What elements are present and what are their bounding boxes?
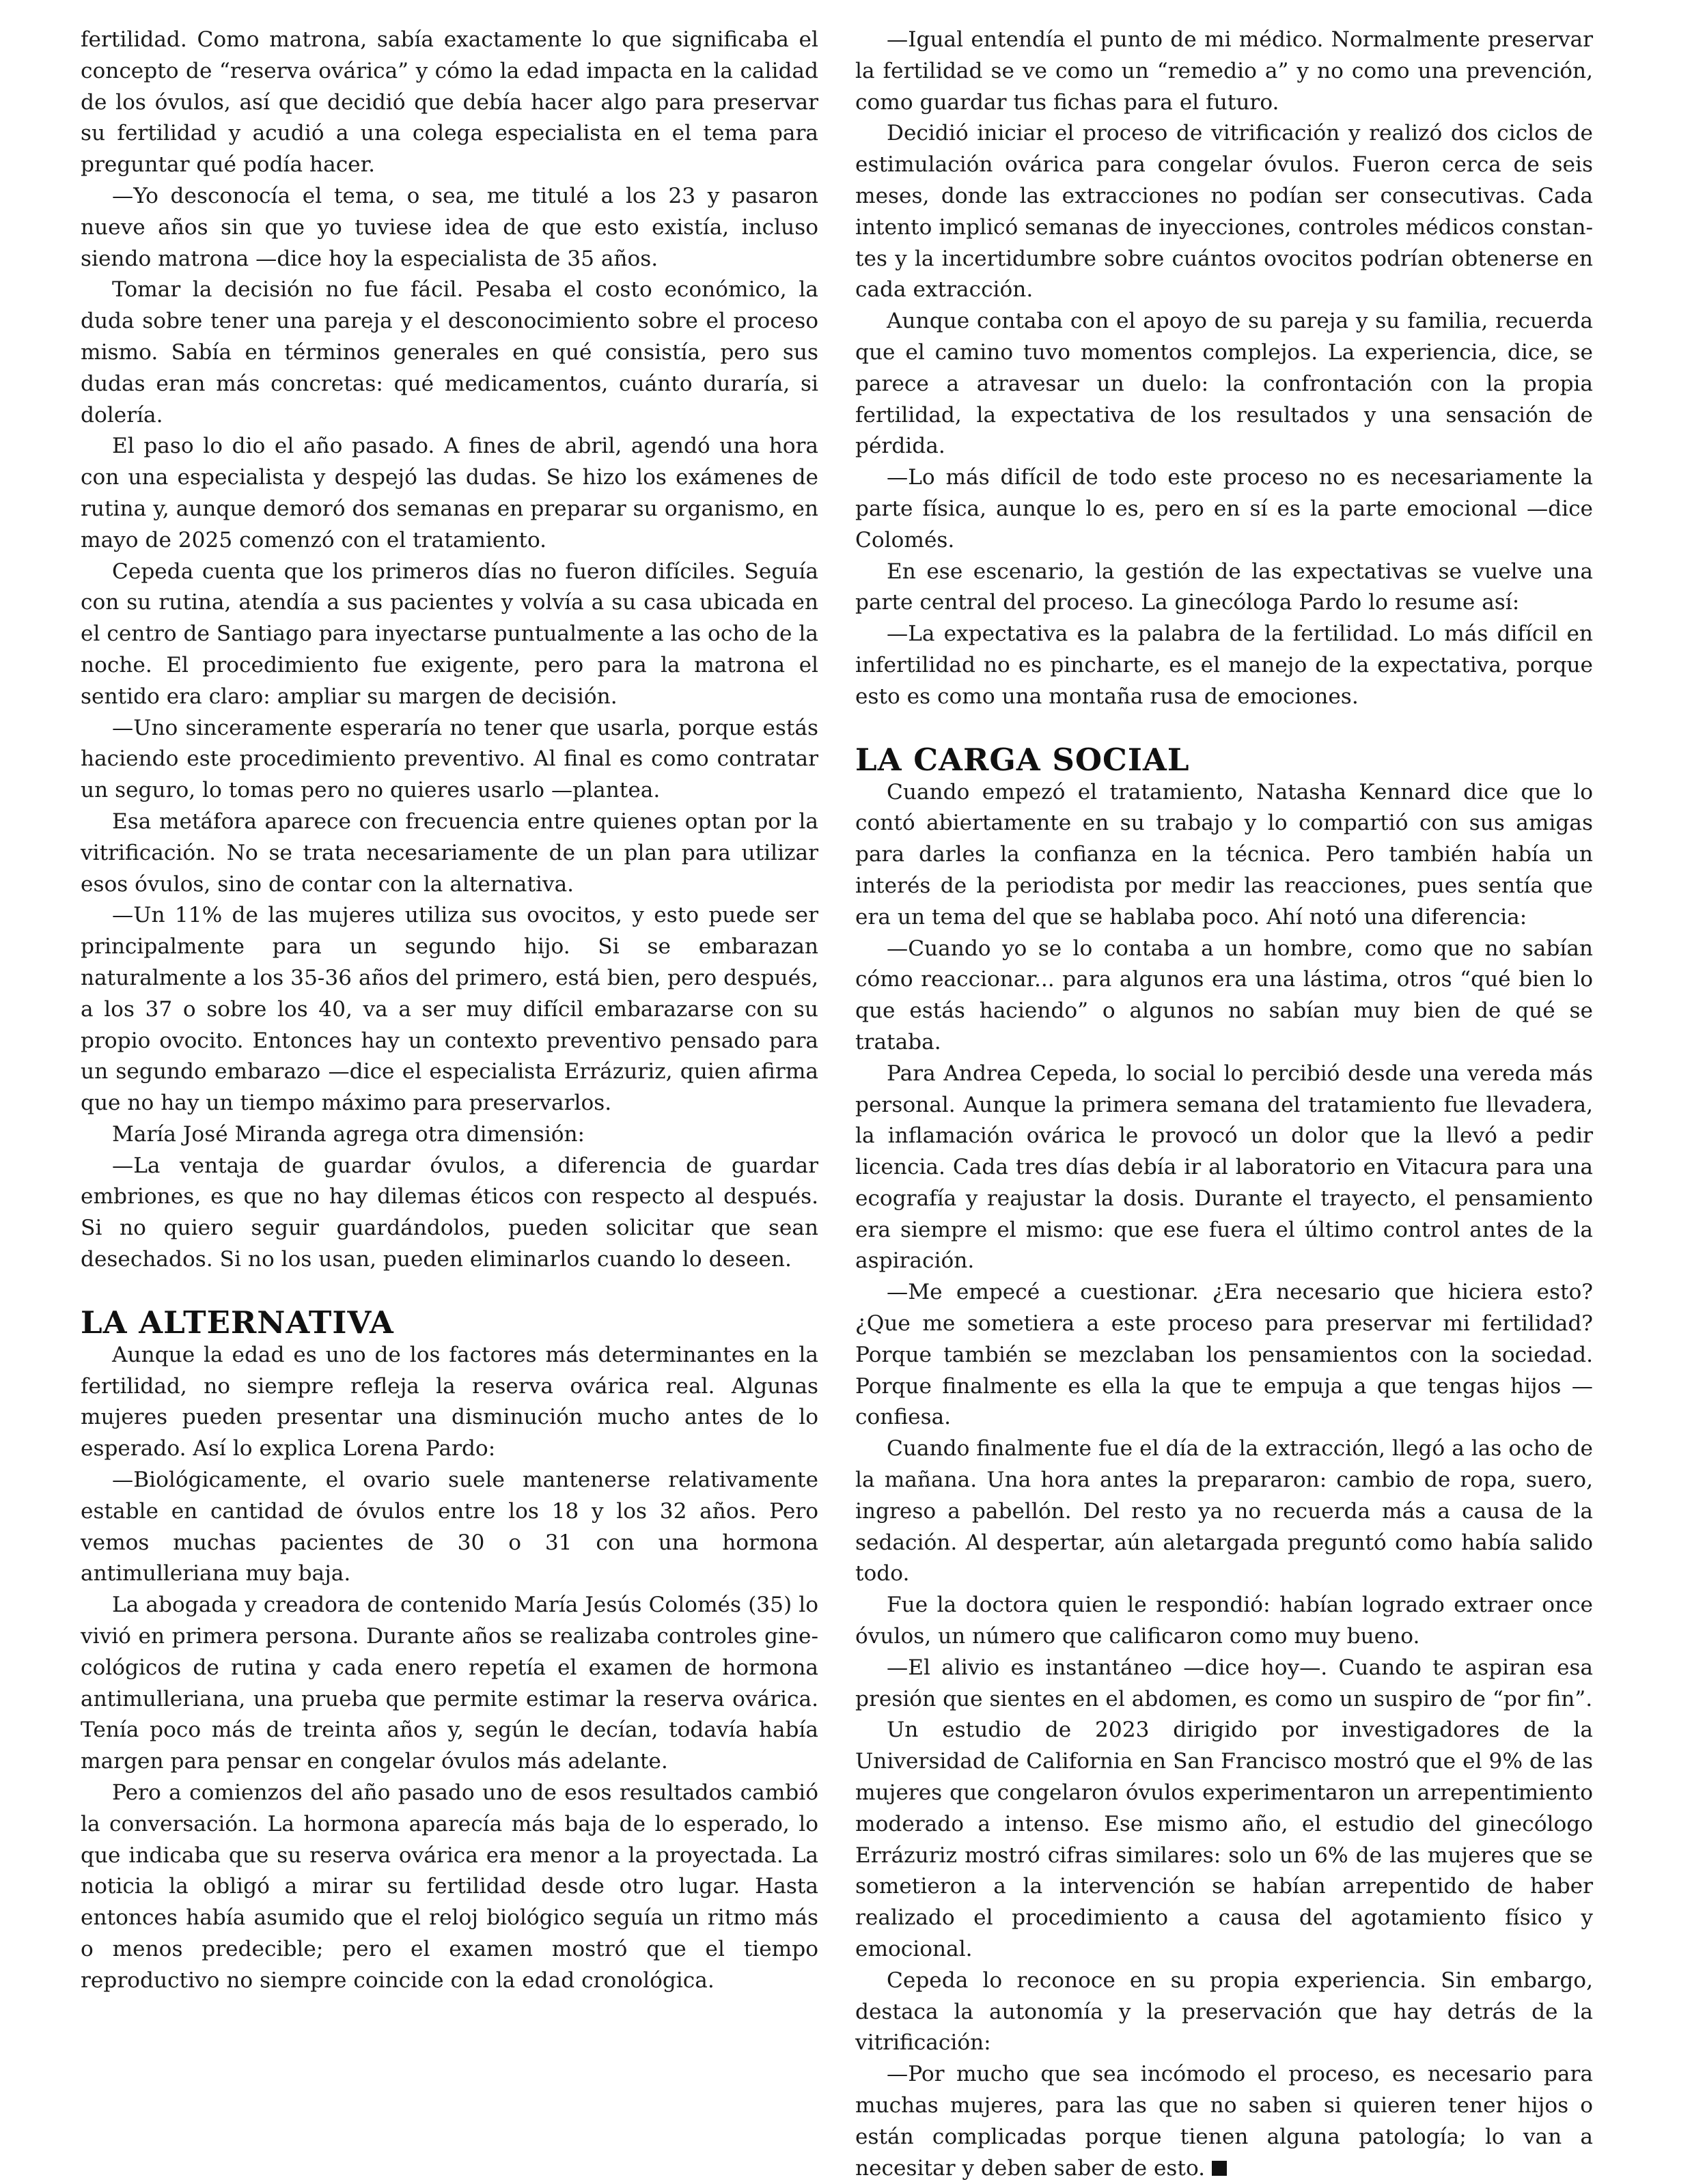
article-paragraph: —El alivio es instantáneo —dice hoy—. Cuando te aspiran esa presión que sientes en el abdomen, es como un suspiro de “por fin”. (855, 1655, 1593, 1711)
article-paragraph: Cuando finalmente fue el día de la extracción, llegó a las ocho de la mañana. Una hora antes la prepararon: cambio de ropa, suero, ingreso a pabellón. Del resto ya no recuerda más a causa de la sedación. Al despertar, aún aletargada preguntó como había salido todo. (855, 1436, 1593, 1586)
article-paragraph: Esa metáfora aparece con frecuencia entre quienes optan por la vitrificación. No se trata necesariamente de un plan para utilizar esos óvulos, sino de contar con la alternativa. (81, 809, 818, 897)
article-paragraph: Tomar la decisión no fue fácil. Pesaba el costo económico, la duda sobre tener una pareja y el desconocimiento sobre el proceso mismo. Sabía en términos generales en qué consistía, pero sus dudas eran más concretas: qué medicamentos, cuánto duraría, si dolería. (81, 277, 818, 428)
article-paragraph: —Lo más difícil de todo este proceso no es necesariamente la parte física, aunque lo es, pero en sí es la parte emocional —dice Colomés. (855, 465, 1593, 552)
article-paragraph: Cepeda lo reconoce en su propia experiencia. Sin embargo, destaca la autonomía y la preservación que hay detrás de la vitrificación: (855, 1968, 1593, 2056)
article-paragraph: fertilidad. Como matrona, sabía exactamente lo que significaba el concepto de “reserva ovárica” y cómo la edad impacta en la calidad de los óvulos, así que decidió que debía hacer algo para preservar su fertilidad y acudió a una colega especialista en el tema para preguntar qué podía hacer. (81, 27, 818, 178)
final-paragraph (855, 2059, 1593, 2184)
article-paragraph: Aunque la edad es uno de los factores más determinantes en la fertilidad, no siempre refleja la reserva ovárica real. Algunas mujeres pueden presentar una disminución mucho antes de lo esperado. Así lo explica Lorena Pardo: (81, 1342, 818, 1461)
article-paragraph: Cuando empezó el tratamiento, Natasha Kennard dice que lo contó abiertamente en su trabajo y lo compartió con sus amigas para darles la confianza en la técnica. Pero también había un interés de la periodista por medir las reacciones, pues sentía que era un tema del que se hablaba poco. Ahí notó una diferencia: (855, 779, 1593, 929)
final-paragraph-text: —Por mucho que sea incómodo el proceso, es necesario para muchas mujeres, para las que no saben si quieren tener hijos o están complicadas porque tienen alguna patología; lo van a necesitar y deben saber de esto. (855, 2062, 1593, 2181)
section-heading-carga-social: LA CARGA SOCIAL (855, 741, 1190, 778)
article-paragraph: La abogada y creadora de contenido María Jesús Colomés (35) lo vivió en primera persona. Durante años se realizaba controles ginecológicos de rutina y cada enero repetía el examen de hormona antimulleriana, una prueba que permite estimar la reserva ovárica. Tenía poco más de treinta años y, según le decían, todavía había margen para pensar en congelar óvulos más adelante. (81, 1593, 818, 1774)
article-paragraph: —Igual entendía el punto de mi médico. Normalmente preservar la fertilidad se ve como un “remedio a” y no como una prevención, como guardar tus fichas para el futuro. (855, 27, 1593, 115)
article-paragraph: Un estudio de 2023 dirigido por investigadores de la Universidad de California en San Francisco mostró que el 9% de las mujeres que congelaron óvulos experimentaron un arrepentimiento moderado a intenso. Ese mismo año, el estudio del ginecólogo Errázuriz mostró cifras similares: solo un 6% de las mujeres que se sometieron a la intervención se habían arrepentido de haber realizado el procedimiento a causa del agotamiento físico y emocional. (855, 1718, 1593, 1962)
section-heading-alternativa: LA ALTERNATIVA (81, 1304, 394, 1341)
article-paragraph: Aunque contaba con el apoyo de su pareja y su familia, recuerda que el camino tuvo momentos complejos. La experiencia, dice, se parece a atravesar un duelo: la confrontación con la propia fertilidad, la expectativa de los resultados y una sensación de pérdida. (855, 309, 1593, 459)
article-paragraph: —Biológicamente, el ovario suele mantenerse relativamente estable en cantidad de óvulos entre los 18 y los 32 años. Pero vemos muchas pacientes de 30 o 31 con una hormona antimulleriana muy baja. (81, 1468, 818, 1586)
article-paragraph: María José Miranda agrega otra dimensión: (112, 1121, 585, 1147)
article-paragraph: —Cuando yo se lo contaba a un hombre, como que no sabían cómo reaccionar... para algunos era una lástima, otros “qué bien lo que estás haciendo” o algunos no sabían muy bien de qué se trataba. (855, 936, 1593, 1054)
article-paragraph: Para Andrea Cepeda, lo social lo percibió desde una vereda más personal. Aunque la primera semana del tratamiento fue llevadera, la inflamación ovárica le provocó un dolor que la llevó a pedir licencia. Cada tres días debía ir al laboratorio en Vitacura para una ecografía y reajustar la dosis. Durante el trayecto, el pensamiento era siempre el mismo: que ese fuera el último control antes de la aspiración. (855, 1061, 1593, 1274)
end-of-article-mark (1212, 2161, 1227, 2176)
article-paragraph: El paso lo dio el año pasado. A fines de abril, agendó una hora con una especialista y despejó las dudas. Se hizo los exámenes de rutina y, aunque demoró dos semanas en preparar su organismo, en mayo de 2025 comenzó con el tratamiento. (81, 434, 818, 552)
article-paragraph: Cepeda cuenta que los primeros días no fueron difíciles. Seguía con su rutina, atendía a sus pacientes y volvía a su casa ubicada en el centro de Santiago para inyectarse puntualmente a las ocho de la noche. El procedimiento fue exigente, pero para la matrona el sentido era claro: ampliar su margen de decisión. (81, 559, 818, 709)
article-paragraph: —Un 11% de las mujeres utiliza sus ovocitos, y esto puede ser principalmente para un segundo hijo. Si se embarazan naturalmente a los 35-36 años del primero, está bien, pero después, a los 37 o sobre los 40, va a ser muy difícil embarazarse con su propio ovocito. Entonces hay un contexto preventivo pensado para un segundo embarazo —dice el especialista Errázuriz, quien afirma que no hay un tiempo máximo para preservarlos. (81, 903, 818, 1116)
left-column (81, 25, 818, 1997)
article-paragraph: —Uno sinceramente esperaría no tener que usarla, porque estás haciendo este procedimiento preventivo. Al final es como contratar un seguro, lo tomas pero no quieres usarlo —plantea. (81, 715, 818, 803)
article-paragraph: En ese escenario, la gestión de las expectativas se vuelve una parte central del proceso. La ginecóloga Pardo lo resume así: (855, 559, 1593, 615)
article-paragraph: —La ventaja de guardar óvulos, a diferencia de guardar embriones, es que no hay dilemas éticos con respecto al después. Si no quiero seguir guardándolos, pueden solicitar que sean desechados. Si no los usan, pueden eliminarlos cuando lo deseen. (81, 1153, 818, 1272)
article-paragraph: Decidió iniciar el proceso de vitrificación y realizó dos ciclos de estimulación ovárica para congelar óvulos. Fueron cerca de seis meses, donde las extracciones no podían ser consecutivas. Cada intento implicó semanas de inyecciones, controles médicos constantes y la incertidumbre sobre cuántos ovocitos podrían obtenerse en cada extracción. (855, 121, 1593, 303)
article-paragraph: Fue la doctora quien le respondió: habían logrado extraer once óvulos, un número que calificaron como muy bueno. (855, 1593, 1593, 1649)
article-paragraph: —Yo desconocía el tema, o sea, me titulé a los 23 y pasaron nueve años sin que yo tuviese idea de que esto existía, incluso siendo matrona —dice hoy la especialista de 35 años. (81, 183, 818, 271)
article-paragraph: —Me empecé a cuestionar. ¿Era necesario que hiciera esto? ¿Que me sometiera a este proceso para preservar mi fertilidad? Porque también se mezclaban los pensamientos con la sociedad. Porque finalmente es ella la que te empuja a que tengas hijos —confiesa. (855, 1280, 1593, 1430)
right-column (855, 25, 1593, 2184)
article-paragraph: —La expectativa es la palabra de la fertilidad. Lo más difícil en infertilidad no es pincharte, es el manejo de la expectativa, porque esto es como una montaña rusa de emociones. (855, 621, 1593, 709)
article-paragraph: Pero a comienzos del año pasado uno de esos resultados cambió la conversación. La hormona aparecía más baja de lo esperado, lo que indicaba que su reserva ovárica era menor a la proyectada. La noticia la obligó a mirar su fertilidad desde otro lugar. Hasta entonces había asumido que el reloj biológico seguía un ritmo más o menos predecible; pero el examen mostró que el tiempo reproductivo no siempre coincide con la edad cronológica. (81, 1780, 818, 1993)
